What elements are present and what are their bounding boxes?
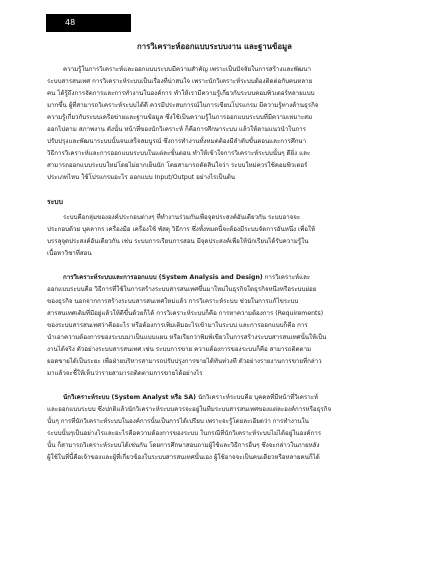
text-line: สามารถออกแบบระบบใหม่โดยไม่ยากเย็นนัก โดยสามารถตัดสินใจว่า ระบบใหม่ควรใช้คอมพิวเตอร์ <box>47 162 308 169</box>
text-line: สารสนเทศเดิมที่มีอยู่แล้วให้ดีขึ้นด้วยก็ได้ การวิเคราะห์ระบบก็คือ การหาความต้องการ (Requirements) <box>47 310 324 317</box>
text-line: นั้น ก็สามารถวิเคราะห์ระบบได้เช่นกัน โดยการศึกษาสอบถามผู้ใช้และวิธีการอื่นๆ ซึ่งจะกล่าวในภายหลัง <box>47 442 320 449</box>
text-line: ผู้ใช้ในที่นี้คือเจ้าของและผู้ที่เกี่ยวข้องในระบบสารสนเทศนั้นเอง ผู้ใช้อาจจะเป็นคนเดียวหรือหลายคนก็ได้ <box>47 454 320 461</box>
text-line: ระบบคือกลุ่มขององค์ประกอบต่างๆ ที่ทำงานร่วมกันเพื่อจุดประสงค์อันเดียวกัน ระบบอาจจะ <box>63 214 301 221</box>
text-line: ระบบนั้นๆเป็นอย่างไรและอะไรคือความต้องการของระบบ ในกรณีที่นักวิเคราะห์ระบบไม่ได้อยู่ในองค์การ <box>47 430 322 437</box>
document-body <box>47 41 382 464</box>
text-line: ยอดขายได้เป็นระยะ เพื่อฝ่ายบริหารสามารถปรับปรุงการขายได้ทันท่วงที ตัวอย่างรายงานการขายที่กล่าว <box>47 358 322 365</box>
text-line: คน ได้รู้ถึงการจัดการและการทำงานในองค์การ ทำให้เรามีความรู้เกี่ยวกับระบบคอมพิวเตอร์หลายแบบ <box>47 90 315 97</box>
text-line: ออกไปตาม สภาพงาน ดังนั้น หน้าที่ของนักวิเคราะห์ ก็คือการศึกษาระบบ แล้วให้ตามแนวนำในการ <box>47 126 306 133</box>
sad-paragraph <box>47 272 382 380</box>
text-line: มาแล้วจะชี้ให้เห็นว่ารายสามารถติดตามการขายได้อย่างไร <box>47 370 203 377</box>
text-line: ความรู้ในการวิเคราะห์และออกแบบระบบมีความสำคัญ เพราะเป็นปัจจัยในการสร้างและพัฒนา <box>63 66 311 73</box>
sa-term: นักวิเคราะห์ระบบ (System Analyst หรือ SA) <box>63 394 196 401</box>
text-line: และออกแบบระบบ ซึ่งปกติแล้วนักวิเคราะห์ระบบควรจะอยู่ในทีมระบบสารสนเทศของแต่ละองค์การหรือธุรกิจ <box>47 406 332 413</box>
text-line: การวิเคราะห์และ <box>262 274 311 281</box>
text-line: ออกแบบระบบคือ วิธีการที่ใช้ในการสร้างระบบสารสนเทศขึ้นมาใหม่ในธุรกิจใดธุรกิจหนึ่งหรือระบบย่อย <box>47 286 317 293</box>
text-line: ความรู้เกี่ยวกับระบบเครือข่ายและฐานข้อมูล ซึ่งใช้เป็นความรู้ในการออกแบบระบบที่มีความเหมาะสม <box>47 114 313 121</box>
text-line: วิธีการวิเคราะห์และการออกแบบระบบในแต่ละขั้นตอน ทำให้เข้าใจการวิเคราะห์ระบบนั้นๆ ดียิ่ง และ <box>47 150 311 157</box>
text-line: นักวิเคราะห์ระบบคือ บุคคลที่มีหน้าที่วิเคราะห์ <box>195 394 319 401</box>
system-paragraph <box>47 212 382 260</box>
page-number: 48 <box>46 14 131 32</box>
intro-paragraph <box>47 64 382 184</box>
text-line: ประกอบด้วย บุคลากร เครื่องมือ เครื่องใช้ พัสดุ วิธีการ ซึ่งทั้งหมดนี้จะต้องมีระบบจัดการอันหนึ่ง เพื่อให้ <box>47 226 316 233</box>
text-line: ระบบสารสนเทศ การวิเคราะห์ระบบเป็นเรื่องที่น่าสนใจ เพราะนักวิเคราะห์ระบบต้องติดต่อกับคนหลาย <box>47 78 313 85</box>
text-line: ของธุรกิจ นอกจากการสร้างระบบสารสนเทศใหม่แล้ว การวิเคราะห์ระบบ ช่วยในการแก้ไขระบบ <box>47 298 299 305</box>
text-line: มากขึ้น ผู้ที่สามารถวิเคราะห์ระบบได้ดี ควรมีประสบการณ์ในการเขียนโปรแกรม มีความรู้ทางด้านธุรกิจ <box>47 102 319 109</box>
section-heading-system: ระบบ <box>47 198 63 206</box>
text-line: นั้นๆ การที่นักวิเคราะห์ระบบในองค์การนั้นเป็นการได้เปรียบ เพราะจะรู้โดยละเอียดว่า การทำงานใน <box>47 418 309 425</box>
text-line: งานได้จริง ตัวอย่างระบบสารสนเทศ เช่น ระบบการขาย ความต้องการของระบบก็คือ สามารถติดตาม <box>47 346 312 353</box>
text-line: บรรลุจุดประสงค์อันเดียวกัน เช่น ระบบการเรียนการสอน มีจุดประสงค์เพื่อให้นักเรียนได้รับความรู้ใน <box>47 238 309 245</box>
sad-term: การวิเคราะห์ระบบและการออกแบบ (System Analysis and Design) <box>63 274 263 281</box>
text-line: ของระบบสารสนเทศว่าคืออะไร หรือต้องการเพิ่มเติมอะไรเข้ามาในระบบ และการออกแบบก็คือ การ <box>47 322 308 329</box>
text-line: ประเภทไหน ใช้โปรแกรมอะไร ออกแบบ Input/Output อย่างไรเป็นต้น <box>47 174 235 181</box>
text-line: เนื้อหาวิชาที่สอน <box>47 250 92 257</box>
text-line: ปรับปรุงและพัฒนาระบบนั้นจนเสร็จสมบูรณ์ ซึ่งการทำงานทั้งหมดต้องมีลำดับขั้นตอนและการศึกษา <box>47 138 307 145</box>
page-title: การวิเคราะห์ออกแบบระบบงาน และฐานข้อมูล <box>137 42 292 51</box>
text-line: นำเอาความต้องการของระบบมาเป็นแบบแผน หรือเรียกว่าพิมพ์เขียวในการสร้างระบบสารสนเทศนั้นให้เป็น <box>47 334 327 341</box>
sa-paragraph <box>47 392 382 464</box>
